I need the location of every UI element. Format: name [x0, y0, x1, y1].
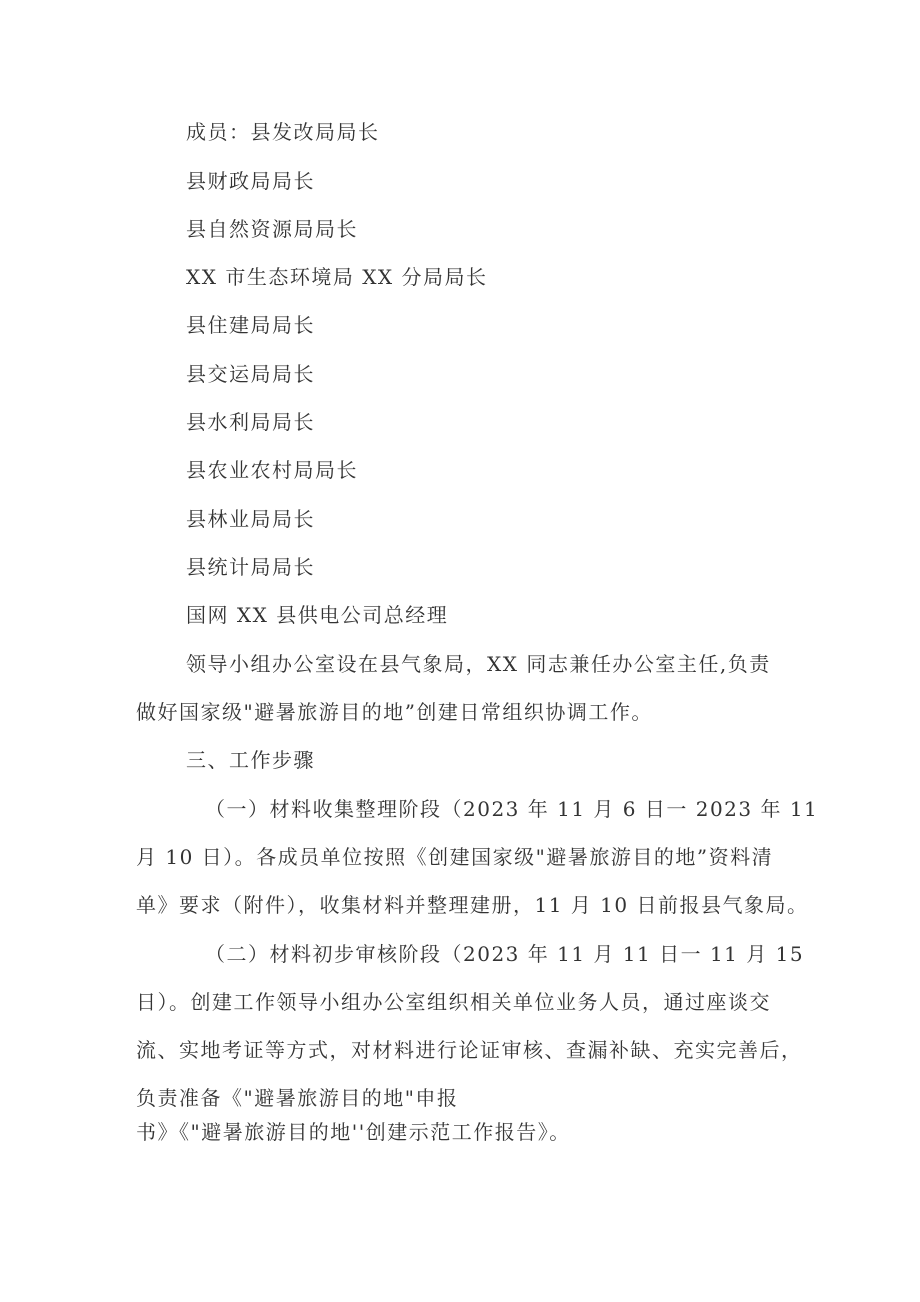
member-line: 县统计局局长: [186, 555, 315, 579]
stage1-paragraph-line: （一）材料收集整理阶段（2023 年 11 月 6 日一 2023 年 11: [205, 797, 819, 821]
stage2-paragraph-line: 书》《"避暑旅游目的地''创建示范工作报告》。: [136, 1120, 571, 1144]
member-line: 县住建局局长: [186, 313, 315, 337]
member-line: XX 市生态环境局 XX 分局局长: [186, 265, 488, 289]
member-line: 县交运局局长: [186, 362, 315, 386]
stage2-paragraph-line: （二）材料初步审核阶段（2023 年 11 月 11 日一 11 月 15: [205, 942, 805, 966]
stage2-paragraph-line: 负责准备《"避暑旅游目的地"申报: [136, 1086, 459, 1110]
stage2-paragraph-line: 日）。创建工作领导小组办公室组织相关单位业务人员，通过座谈交: [136, 990, 771, 1014]
member-line: 成员：县发改局局长: [186, 120, 380, 144]
member-line: 国网 XX 县供电公司总经理: [186, 603, 449, 627]
stage1-paragraph-line: 月 10 日）。各成员单位按照《创建国家级"避暑旅游目的地”资料清: [136, 845, 774, 869]
member-line: 县农业农村局局长: [186, 458, 358, 482]
member-line: 县财政局局长: [186, 169, 315, 193]
office-paragraph-line: 领导小组办公室设在县气象局，XX 同志兼任办公室主任,负责: [186, 652, 771, 676]
stage1-paragraph-line: 单》要求（附件），收集材料并整理建册，11 月 10 日前报县气象局。: [136, 893, 809, 917]
member-line: 县林业局局长: [186, 507, 315, 531]
section-heading: 三、工作步骤: [186, 748, 315, 772]
member-line: 县自然资源局局长: [186, 217, 358, 241]
member-line: 县水利局局长: [186, 410, 315, 434]
stage2-paragraph-line: 流、实地考证等方式，对材料进行论证审核、查漏补缺、充实完善后，: [136, 1038, 803, 1062]
office-paragraph-line: 做好国家级"避暑旅游目的地”创建日常组织协调工作。: [136, 700, 653, 724]
